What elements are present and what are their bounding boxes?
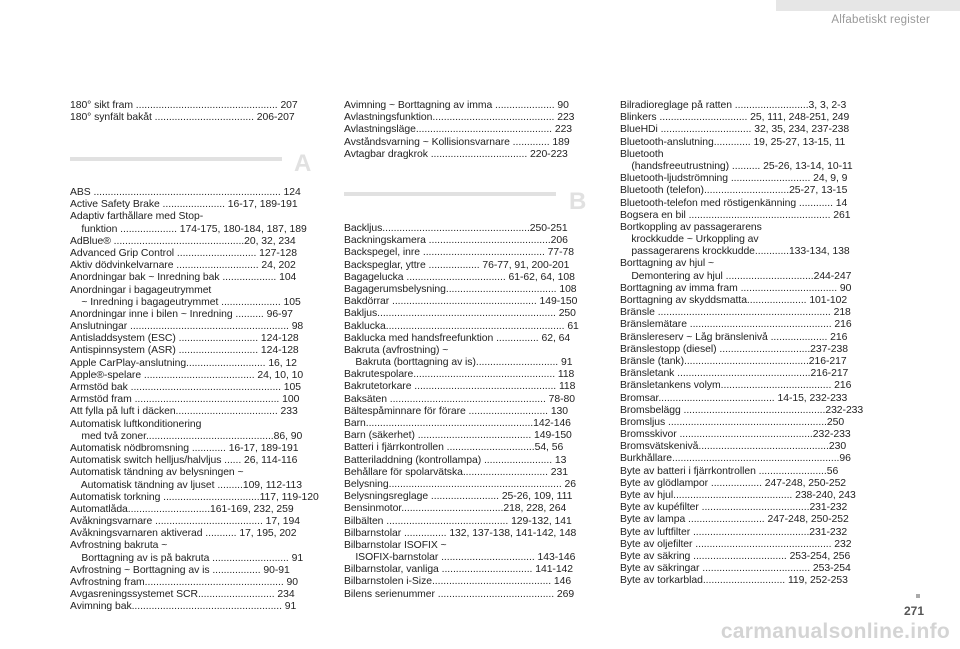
index-entry: Backspegel, inre ........................................... 77-78 (344, 247, 575, 259)
index-entry: Barn...........................................................142-146 (344, 418, 571, 429)
index-column-2-b-entries (344, 223, 579, 601)
index-column-2-a-entries (344, 100, 574, 161)
index-entry: Backljus....................................................250-251 (344, 223, 568, 234)
index-entry: Byte av lampa ........................... 247-248, 250-252 (620, 514, 849, 526)
index-entry: Byte av torkarblad............................. 119, 252-253 (620, 575, 848, 587)
index-entry: Bakrutetorkare .................................................. 118 (344, 381, 576, 393)
index-column-1-a-entries (70, 187, 319, 614)
index-column-1-top (70, 100, 298, 124)
index-entry: Byte av batteri i fjärrkontrollen ........................56 (620, 465, 839, 477)
index-entry: Byte av hjul.......................................... 238-240, 243 (620, 490, 856, 501)
index-entry: Avlastningsläge................................................ 223 (344, 124, 573, 136)
index-entry: Antisladdsystem (ESC) ............................ 124-128 (70, 333, 299, 345)
index-entry: Byte av glödlampor .................. 247-248, 250-252 (620, 477, 847, 489)
index-entry: Automatisk tändning av ljuset .........109, 112-113 (70, 479, 302, 491)
page-header-title: Alfabetiskt register (831, 14, 930, 26)
section-a-letter: A (294, 150, 312, 177)
index-entry: Backningskamera ...........................................206 (344, 235, 568, 247)
index-entry: (handsfreeutrustning) .......... 25-26, 13-14, 10-11 (620, 160, 853, 172)
section-b-letter: B (569, 188, 587, 215)
index-entry: Demontering av hjul ...............................244-247 (620, 270, 852, 282)
index-entry: Avlastningsfunktion........................................... 223 (344, 112, 575, 124)
index-entry: Backspeglar, yttre .................. 76-77, 91, 200-201 (344, 259, 570, 271)
index-entry: Aktiv dödvinkelvarnare ............................. 24, 202 (70, 260, 296, 272)
index-entry: Adaptiv farthållare med Stop- (70, 211, 204, 223)
index-entry: Anslutningar ........................................................ 98 (70, 321, 304, 333)
index-entry: Baklucka med handsfreefunktion ............... 62, 64 (344, 332, 571, 344)
index-entry: Behållare för spolarvätska.............................. 231 (344, 466, 568, 478)
index-entry: passagerarens krockkudde............133-134, 138 (620, 246, 850, 258)
index-entry: Bränsle ............................................................. 218 (620, 307, 851, 319)
index-entry: Bakruta (avfrostning) ~ (344, 344, 449, 356)
index-entry: ISOFIX-barnstolar ................................. 143-146 (344, 552, 576, 564)
index-entry: Att fylla på luft i däcken.................................... 233 (70, 406, 298, 418)
index-entry: Bilbarnstolen i-Size.......................................... 146 (344, 576, 572, 588)
index-entry: Bilbarnstolar ISOFIX ~ (344, 539, 447, 551)
index-entry: Bilens serienummer ......................................... 269 (344, 588, 575, 600)
index-entry: Avåkningsvarnaren aktiverad ........... 17, 195, 202 (70, 528, 297, 540)
index-entry: Active Safety Brake ...................... 16-17, 189-191 (70, 199, 298, 211)
index-entry: Byte av kupéfilter ......................................231-232 (620, 502, 848, 514)
index-entry: Automatisk luftkonditionering (70, 418, 202, 430)
index-entry: Avimning ~ Borttagning av imma ..................... 90 (344, 100, 569, 111)
index-entry: 180° synfält bakåt ................................... 206-207 (70, 112, 295, 124)
index-entry: Bluetooth (620, 148, 664, 160)
index-entry: Borttagning av skyddsmatta..................... 101-102 (620, 295, 848, 306)
index-entry: Avfrostning ~ Borttagning av is ................. 90-91 (70, 564, 290, 576)
index-entry: Borttagning av hjul ~ (620, 258, 714, 270)
page-marker-dot (916, 594, 920, 598)
index-entry: Bluetooth (telefon)..............................25-27, 13-15 (620, 185, 848, 197)
index-entry: ~ Inredning i bagageutrymmet ..................... 105 (70, 296, 301, 308)
index-entry: Bränsletank ...............................................216-217 (620, 368, 849, 380)
section-b-divider (344, 192, 556, 196)
index-entry: Bromsbelägg ..................................................232-233 (620, 404, 864, 416)
index-entry: Avåkningsvarnare ...................................... 17, 194 (70, 516, 300, 528)
index-entry: Automatisk torkning ..................................117, 119-120 (70, 491, 319, 503)
index-entry: Apple®-spelare ....................................... 24, 10, 10 (70, 369, 304, 381)
page-number: 271 (903, 604, 924, 618)
index-entry: Bluetooth-ljudströmning ............................ 24, 9, 9 (620, 173, 848, 185)
index-entry: Baksäten ....................................................... 78-80 (344, 393, 575, 405)
index-entry: Burkhållare...........................................................96 (620, 453, 851, 465)
index-entry: Bromsvätskenivå..............................................230 (620, 441, 847, 453)
index-entry: Bromsskivor ...............................................232-233 (620, 429, 851, 441)
index-entry: Byte av oljefilter ................................................ 232 (620, 538, 852, 550)
index-entry: Bogsera en bil .................................................. 261 (620, 209, 851, 221)
index-entry: med två zoner.............................................86, 90 (70, 430, 303, 442)
index-entry: Blinkers ............................... 25, 111, 248-251, 249 (620, 112, 850, 124)
index-entry: Byte av luftfilter .........................................231-232 (620, 526, 848, 538)
index-entry: Bakruta (borttagning av is)............................. 91 (344, 357, 573, 369)
index-entry: ABS .................................................................. 124 (70, 187, 301, 198)
index-entry: Bensinmotor....................................218, 228, 264 (344, 503, 567, 515)
index-entry: Byte av säkringar ...................................... 253-254 (620, 563, 851, 575)
index-entry: Bilradioreglage på ratten ..........................3, 3, 2-3 (620, 100, 847, 111)
index-entry: Bakdörrar ................................................... 149-150 (344, 296, 578, 308)
index-entry: AdBlue® ..............................................20, 32, 234 (70, 235, 296, 247)
index-entry: Advanced Grip Control ............................ 127-128 (70, 247, 297, 259)
index-entry: Armstöd fram ................................................... 100 (70, 394, 300, 406)
header-bar (776, 0, 960, 11)
index-entry: Bränsletankens volym....................................... 216 (620, 380, 852, 392)
index-entry: Bränslemätare .................................................. 216 (620, 319, 852, 331)
index-entry: Barn (säkerhet) ........................................ 149-150 (344, 430, 572, 442)
index-entry: Baklucka............................................................... 61 (344, 320, 579, 332)
index-entry: Bränslestopp (diesel) ................................237-238 (620, 343, 848, 355)
index-entry: Bagagelucka ................................... 61-62, 64, 108 (344, 271, 575, 283)
index-entry: Apple CarPlay-anslutning............................ 16, 12 (70, 357, 297, 369)
index-entry: Bakrutespolare.................................................. 118 (344, 369, 575, 381)
index-column-3-b-entries (620, 100, 863, 588)
index-entry: Belysningsreglage ........................ 25-26, 109, 111 (344, 491, 573, 503)
index-entry: Avfrostning fram................................................. 90 (70, 577, 298, 588)
index-entry: funktion .................... 174-175, 180-184, 187, 189 (70, 223, 307, 235)
index-entry: Byte av säkring ................................. 253-254, 256 (620, 550, 851, 562)
index-entry: Avgasreningssystemet SCR........................... 234 (70, 589, 295, 601)
index-entry: krockkudde ~ Urkoppling av (620, 234, 759, 246)
index-entry: Bluetooth-anslutning............. 19, 25-27, 13-15, 11 (620, 136, 846, 148)
index-entry: Batteriladdning (kontrollampa) ........................ 13 (344, 454, 567, 466)
index-entry: Bortkoppling av passagerarens (620, 221, 762, 233)
index-entry: Bilbarnstolar, vanliga ................................ 141-142 (344, 564, 574, 576)
section-a-divider (70, 157, 282, 161)
index-entry: Bilbälten ........................................... 129-132, 141 (344, 515, 572, 527)
index-entry: Bagagerumsbelysning....................................... 108 (344, 283, 577, 295)
index-entry: Avtagbar dragkrok .................................. 220-223 (344, 148, 568, 160)
index-entry: Anordningar inne i bilen ~ Inredning .......... 96-97 (70, 308, 293, 320)
index-entry: BlueHDi ................................ 32, 35, 234, 237-238 (620, 124, 850, 136)
index-entry: Automatisk tändning av belysningen ~ (70, 467, 244, 479)
index-entry: Automatisk switch helljus/halvljus ...... 26, 114-116 (70, 455, 298, 467)
index-entry: Bränslereserv ~ Låg bränslenivå .................... 216 (620, 331, 848, 343)
index-entry: Bränsle (tank)............................................216-217 (620, 355, 847, 367)
index-entry: Avimning bak..................................................... 91 (70, 601, 297, 613)
index-entry: Borttagning av is på bakruta ........................... 91 (70, 552, 304, 564)
index-entry: Avståndsvarning ~ Kollisionsvarnare ............. 189 (344, 136, 570, 148)
index-entry: Automatlåda.............................161-169, 232, 259 (70, 503, 294, 515)
index-entry: Anordningar bak ~ Inredning bak ................... 104 (70, 272, 297, 284)
index-entry: Belysning............................................................. 26 (344, 478, 576, 490)
index-entry: 180° sikt fram .................................................. 207 (70, 100, 298, 111)
index-entry: Bluetooth-telefon med röstigenkänning ............ 14 (620, 197, 848, 209)
index-entry: Antispinnsystem (ASR) ............................ 124-128 (70, 345, 299, 357)
index-entry: Avfrostning bakruta ~ (70, 540, 168, 552)
watermark-text: carmanualsonline.info (720, 620, 950, 643)
index-entry: Bilbarnstolar ............... 132, 137-138, 141-142, 148 (344, 527, 577, 539)
index-entry: Bältespåminnare för förare ............................ 130 (344, 405, 569, 417)
index-entry: Armstöd bak ..................................................... 105 (70, 382, 301, 393)
index-entry: Bromsljus ........................................................250 (620, 416, 845, 428)
index-entry: Batteri i fjärrkontrollen ...............................54, 56 (344, 442, 564, 454)
index-entry: Bromsar......................................... 14-15, 232-233 (620, 392, 848, 404)
index-entry: Bakljus............................................................... 250 (344, 308, 576, 320)
index-entry: Borttagning av imma fram .................................. 90 (620, 282, 852, 294)
index-entry: Anordningar i bagageutrymmet (70, 284, 212, 296)
index-entry: Automatisk nödbromsning ............ 16-17, 189-191 (70, 442, 299, 454)
